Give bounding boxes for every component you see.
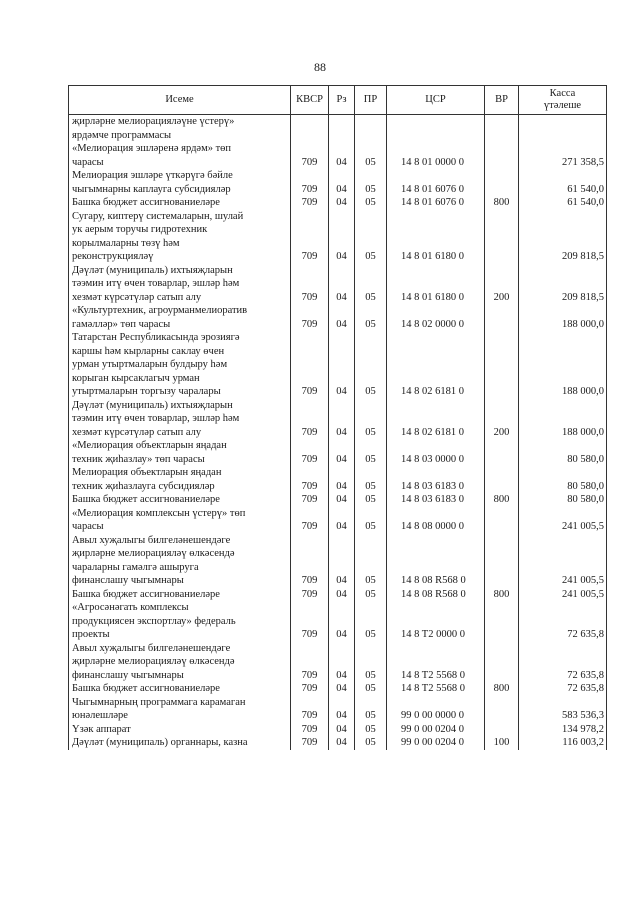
cell-name: Дәүләт (муниципаль) ихтыяҗларын тәэмин итү өчен товарлар, эшләр һәм хезмәт күрсәтүләр сатып алу — [69, 264, 291, 305]
cell-sum: 72 635,8 — [519, 642, 607, 683]
cell-vr — [485, 723, 519, 737]
cell-vr — [485, 507, 519, 534]
cell-pr: 05 — [355, 399, 387, 440]
page-number: 88 — [314, 60, 326, 74]
cell-vr — [485, 642, 519, 683]
table-row — [69, 439, 607, 466]
table-row — [69, 331, 607, 399]
cell-vr: 800 — [485, 588, 519, 602]
table-body — [69, 115, 607, 750]
cell-kvsr: 709 — [291, 196, 329, 210]
table-row — [69, 736, 607, 750]
cell-rz: 04 — [329, 399, 355, 440]
cell-pr: 05 — [355, 642, 387, 683]
table-header-row — [69, 86, 607, 115]
cell-kvsr: 709 — [291, 736, 329, 750]
cell-pr: 05 — [355, 534, 387, 588]
cell-csr: 14 8 T2 5568 0 — [387, 642, 485, 683]
cell-pr — [355, 115, 387, 143]
cell-pr: 05 — [355, 682, 387, 696]
table-row — [69, 723, 607, 737]
cell-csr: 14 8 02 0000 0 — [387, 304, 485, 331]
cell-kvsr: 709 — [291, 642, 329, 683]
cell-csr: 99 0 00 0204 0 — [387, 736, 485, 750]
cell-kvsr: 709 — [291, 210, 329, 264]
cell-pr: 05 — [355, 169, 387, 196]
cell-rz: 04 — [329, 493, 355, 507]
table-row — [69, 507, 607, 534]
cell-rz: 04 — [329, 534, 355, 588]
column-header-sum: Касса үтәлеше — [519, 86, 607, 115]
table-row — [69, 696, 607, 723]
cell-kvsr: 709 — [291, 466, 329, 493]
cell-vr: 800 — [485, 682, 519, 696]
cell-csr: 14 8 02 6181 0 — [387, 399, 485, 440]
cell-rz: 04 — [329, 723, 355, 737]
cell-csr: 14 8 01 0000 0 — [387, 142, 485, 169]
cell-pr: 05 — [355, 507, 387, 534]
cell-name: Дәүләт (муниципаль) органнары, казна — [69, 736, 291, 750]
cell-pr: 05 — [355, 466, 387, 493]
cell-name: Авыл хуҗалыгы билгеләнешендәге җирләрне мелиорацияләү өлкәсендә финанслашу чыгымнары — [69, 642, 291, 683]
table-row — [69, 115, 607, 143]
cell-vr — [485, 601, 519, 642]
cell-kvsr: 709 — [291, 507, 329, 534]
cell-sum: 72 635,8 — [519, 601, 607, 642]
cell-pr: 05 — [355, 264, 387, 305]
cell-sum: 80 580,0 — [519, 493, 607, 507]
cell-name: Чыгымнарның программага карамаган юнәлешләре — [69, 696, 291, 723]
cell-name: «Мелиорация комплексын үстерү» төп чарасы — [69, 507, 291, 534]
cell-rz: 04 — [329, 196, 355, 210]
cell-name: Сугару, киптерү системаларын, шулай ук аерым торучы гидротехник корылмаларны төзү һәм реконструкцияләү — [69, 210, 291, 264]
cell-vr — [485, 534, 519, 588]
cell-name: «Агросәнәгать комплексы продукциясен экспортлау» федераль проекты — [69, 601, 291, 642]
cell-kvsr: 709 — [291, 601, 329, 642]
cell-rz: 04 — [329, 142, 355, 169]
cell-csr: 14 8 08 R568 0 — [387, 534, 485, 588]
cell-csr: 14 8 01 6076 0 — [387, 196, 485, 210]
cell-rz: 04 — [329, 439, 355, 466]
table-row — [69, 196, 607, 210]
cell-vr — [485, 331, 519, 399]
cell-sum: 134 978,2 — [519, 723, 607, 737]
cell-name: Үзәк аппарат — [69, 723, 291, 737]
cell-rz: 04 — [329, 331, 355, 399]
table-row — [69, 588, 607, 602]
cell-rz — [329, 115, 355, 143]
cell-name: Татарстан Республикасында эрозиягә каршы һәм кырларны саклау өчен урман утыртмаларын булдыру һәм корыган кырсаклагыч урман утыртмаларын торгызу чаралары — [69, 331, 291, 399]
cell-kvsr: 709 — [291, 331, 329, 399]
cell-vr: 800 — [485, 196, 519, 210]
cell-csr: 14 8 T2 0000 0 — [387, 601, 485, 642]
cell-kvsr: 709 — [291, 588, 329, 602]
cell-sum: 61 540,0 — [519, 169, 607, 196]
cell-pr: 05 — [355, 601, 387, 642]
cell-csr: 14 8 08 R568 0 — [387, 588, 485, 602]
cell-sum: 80 580,0 — [519, 439, 607, 466]
cell-pr: 05 — [355, 736, 387, 750]
column-header-vr: ВР — [485, 86, 519, 115]
cell-name: Мелиорация объектларын яңадан техник җиһазлауга субсидияләр — [69, 466, 291, 493]
cell-rz: 04 — [329, 736, 355, 750]
cell-rz: 04 — [329, 601, 355, 642]
cell-pr: 05 — [355, 588, 387, 602]
cell-sum: 188 000,0 — [519, 331, 607, 399]
cell-rz: 04 — [329, 682, 355, 696]
cell-name: «Мелиорация объектларын яңадан техник җиһазлау» төп чарасы — [69, 439, 291, 466]
column-header-rz: Рз — [329, 86, 355, 115]
cell-sum: 583 536,3 — [519, 696, 607, 723]
table-row — [69, 304, 607, 331]
cell-name: Авыл хуҗалыгы билгеләнешендәге җирләрне мелиорацияләү өлкәсендә чараларны гамәлгә ашыруга финанслашу чыгымнары — [69, 534, 291, 588]
cell-sum: 188 000,0 — [519, 304, 607, 331]
cell-sum: 209 818,5 — [519, 210, 607, 264]
cell-vr: 100 — [485, 736, 519, 750]
cell-sum: 80 580,0 — [519, 466, 607, 493]
cell-rz: 04 — [329, 304, 355, 331]
cell-rz: 04 — [329, 696, 355, 723]
cell-pr: 05 — [355, 439, 387, 466]
cell-pr: 05 — [355, 331, 387, 399]
cell-sum: 271 358,5 — [519, 142, 607, 169]
cell-rz: 04 — [329, 588, 355, 602]
table-row — [69, 682, 607, 696]
column-header-name: Исеме — [69, 86, 291, 115]
column-header-kvsr: КВСР — [291, 86, 329, 115]
cell-vr: 800 — [485, 493, 519, 507]
cell-vr: 200 — [485, 399, 519, 440]
cell-vr — [485, 210, 519, 264]
cell-vr: 200 — [485, 264, 519, 305]
cell-name: Дәүләт (муниципаль) ихтыяҗларын тәэмин итү өчен товарлар, эшләр һәм хезмәт күрсәтүләр сатып алу — [69, 399, 291, 440]
cell-sum: 61 540,0 — [519, 196, 607, 210]
cell-csr: 99 0 00 0204 0 — [387, 723, 485, 737]
cell-name: Башка бюджет ассигнованиеләре — [69, 493, 291, 507]
cell-rz: 04 — [329, 169, 355, 196]
cell-name: Башка бюджет ассигнованиеләре — [69, 588, 291, 602]
cell-pr: 05 — [355, 493, 387, 507]
table-row — [69, 142, 607, 169]
cell-csr: 14 8 T2 5568 0 — [387, 682, 485, 696]
cell-kvsr: 709 — [291, 169, 329, 196]
table-row — [69, 493, 607, 507]
cell-sum: 72 635,8 — [519, 682, 607, 696]
cell-csr: 14 8 01 6076 0 — [387, 169, 485, 196]
cell-sum: 241 005,5 — [519, 507, 607, 534]
column-header-csr: ЦСР — [387, 86, 485, 115]
cell-kvsr: 709 — [291, 264, 329, 305]
cell-kvsr: 709 — [291, 682, 329, 696]
cell-kvsr: 709 — [291, 399, 329, 440]
cell-kvsr: 709 — [291, 439, 329, 466]
cell-kvsr: 709 — [291, 696, 329, 723]
cell-csr: 14 8 03 0000 0 — [387, 439, 485, 466]
table-row — [69, 466, 607, 493]
cell-vr — [485, 439, 519, 466]
cell-rz: 04 — [329, 642, 355, 683]
cell-csr: 14 8 02 6181 0 — [387, 331, 485, 399]
cell-csr — [387, 115, 485, 143]
cell-pr: 05 — [355, 142, 387, 169]
cell-pr: 05 — [355, 304, 387, 331]
cell-pr: 05 — [355, 196, 387, 210]
cell-sum: 116 003,2 — [519, 736, 607, 750]
cell-kvsr: 709 — [291, 723, 329, 737]
cell-sum: 241 005,5 — [519, 534, 607, 588]
cell-vr — [485, 142, 519, 169]
cell-vr — [485, 696, 519, 723]
cell-vr — [485, 115, 519, 143]
table-row — [69, 210, 607, 264]
cell-vr — [485, 304, 519, 331]
cell-csr: 14 8 03 6183 0 — [387, 466, 485, 493]
cell-vr — [485, 169, 519, 196]
table-row — [69, 264, 607, 305]
cell-sum: 188 000,0 — [519, 399, 607, 440]
cell-kvsr: 709 — [291, 142, 329, 169]
cell-rz: 04 — [329, 507, 355, 534]
cell-name: «Мелиорация эшләренә ярдәм» төп чарасы — [69, 142, 291, 169]
cell-rz: 04 — [329, 466, 355, 493]
cell-pr: 05 — [355, 723, 387, 737]
cell-name: Башка бюджет ассигнованиеләре — [69, 682, 291, 696]
cell-csr: 14 8 01 6180 0 — [387, 264, 485, 305]
table-row — [69, 601, 607, 642]
cell-pr: 05 — [355, 210, 387, 264]
cell-csr: 14 8 08 0000 0 — [387, 507, 485, 534]
cell-pr: 05 — [355, 696, 387, 723]
cell-name: җирләрне мелиорацияләүне үстерү» ярдәмче программасы — [69, 115, 291, 143]
cell-kvsr: 709 — [291, 534, 329, 588]
cell-kvsr — [291, 115, 329, 143]
budget-table — [68, 85, 607, 750]
cell-csr: 14 8 03 6183 0 — [387, 493, 485, 507]
cell-sum — [519, 115, 607, 143]
cell-name: Башка бюджет ассигнованиеләре — [69, 196, 291, 210]
table-row — [69, 534, 607, 588]
table-row — [69, 642, 607, 683]
table-row — [69, 169, 607, 196]
cell-sum: 241 005,5 — [519, 588, 607, 602]
cell-vr — [485, 466, 519, 493]
cell-kvsr: 709 — [291, 493, 329, 507]
cell-kvsr: 709 — [291, 304, 329, 331]
cell-csr: 14 8 01 6180 0 — [387, 210, 485, 264]
column-header-pr: ПР — [355, 86, 387, 115]
cell-rz: 04 — [329, 264, 355, 305]
cell-sum: 209 818,5 — [519, 264, 607, 305]
cell-name: Мелиорация эшләре үткәрүгә бәйле чыгымнарны каплауга субсидияләр — [69, 169, 291, 196]
cell-rz: 04 — [329, 210, 355, 264]
table-row — [69, 399, 607, 440]
cell-name: «Культуртехник, агроурманмелиоратив гамәлләр» төп чарасы — [69, 304, 291, 331]
cell-csr: 99 0 00 0000 0 — [387, 696, 485, 723]
